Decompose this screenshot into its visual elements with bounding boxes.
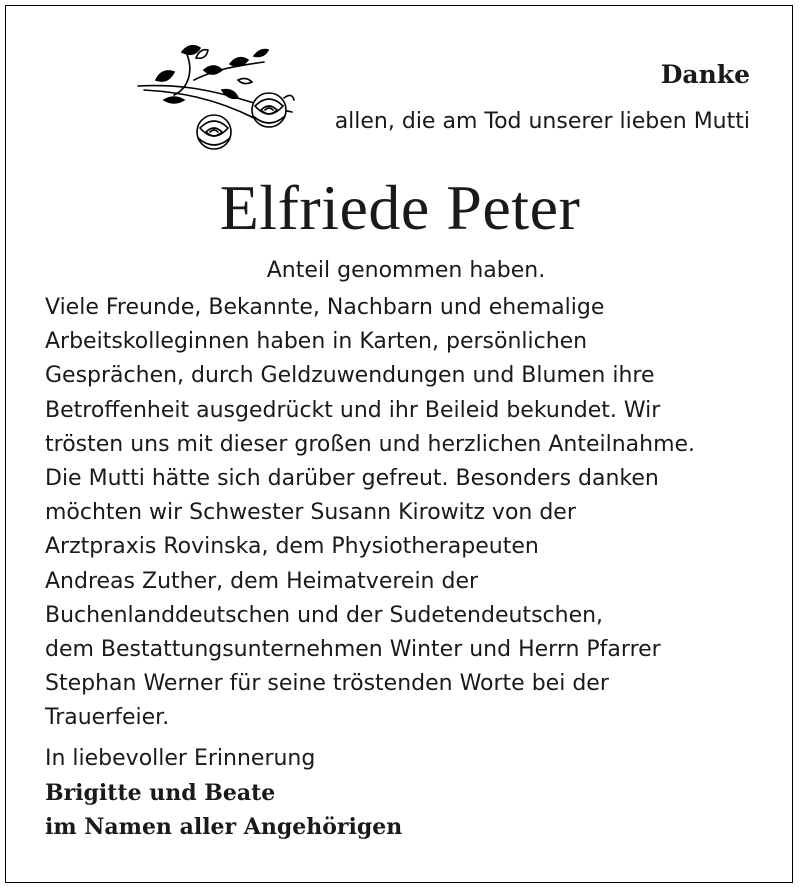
body-line: möchten wir Schwester Susann Kirowitz von der	[45, 500, 576, 526]
body-line: Stephan Werner für seine tröstenden Worte bei der	[45, 671, 609, 697]
deceased-name: Elfriede Peter	[219, 172, 581, 243]
body-line: Buchenlanddeutschen und der Sudetendeutschen,	[45, 602, 604, 628]
body-line: Arbeitskolleginnen haben in Karten, persönlichen	[45, 329, 588, 355]
body-line: Andreas Zuther, dem Heimatverein der	[45, 568, 479, 594]
body-text	[45, 291, 787, 736]
header-title: Danke	[660, 60, 750, 89]
body-line: Viele Freunde, Bekannte, Nachbarn und ehemalige	[45, 295, 605, 320]
body-line: Gesprächen, durch Geldzuwendungen und Blumen ihre	[45, 363, 655, 389]
header-intro: allen, die am Tod unserer lieben Mutti	[334, 109, 750, 134]
body-line: Die Mutti hätte sich darüber gefreut. Besonders danken	[45, 466, 659, 492]
closing-block	[45, 742, 402, 844]
roses-illustration-icon	[134, 40, 296, 160]
body-line: trösten uns mit dieser großen und herzlichen Anteilnahme.	[45, 431, 696, 457]
body-lead: Anteil genommen haben.	[266, 258, 546, 283]
body-line: Arztpraxis Rovinska, dem Physiotherapeuten	[45, 534, 539, 560]
closing-names: Brigitte und Beate	[45, 780, 276, 806]
body-line: dem Bestattungsunternehmen Winter und Herrn Pfarrer	[45, 637, 661, 663]
body-line: Trauerfeier.	[45, 705, 170, 731]
body-line: Betroffenheit ausgedrückt und ihr Beileid bekundet. Wir	[45, 397, 661, 423]
closing-family: im Namen aller Angehörigen	[45, 814, 403, 840]
closing-greeting: In liebevoller Erinnerung	[45, 746, 316, 771]
obituary-notice	[5, 5, 793, 883]
